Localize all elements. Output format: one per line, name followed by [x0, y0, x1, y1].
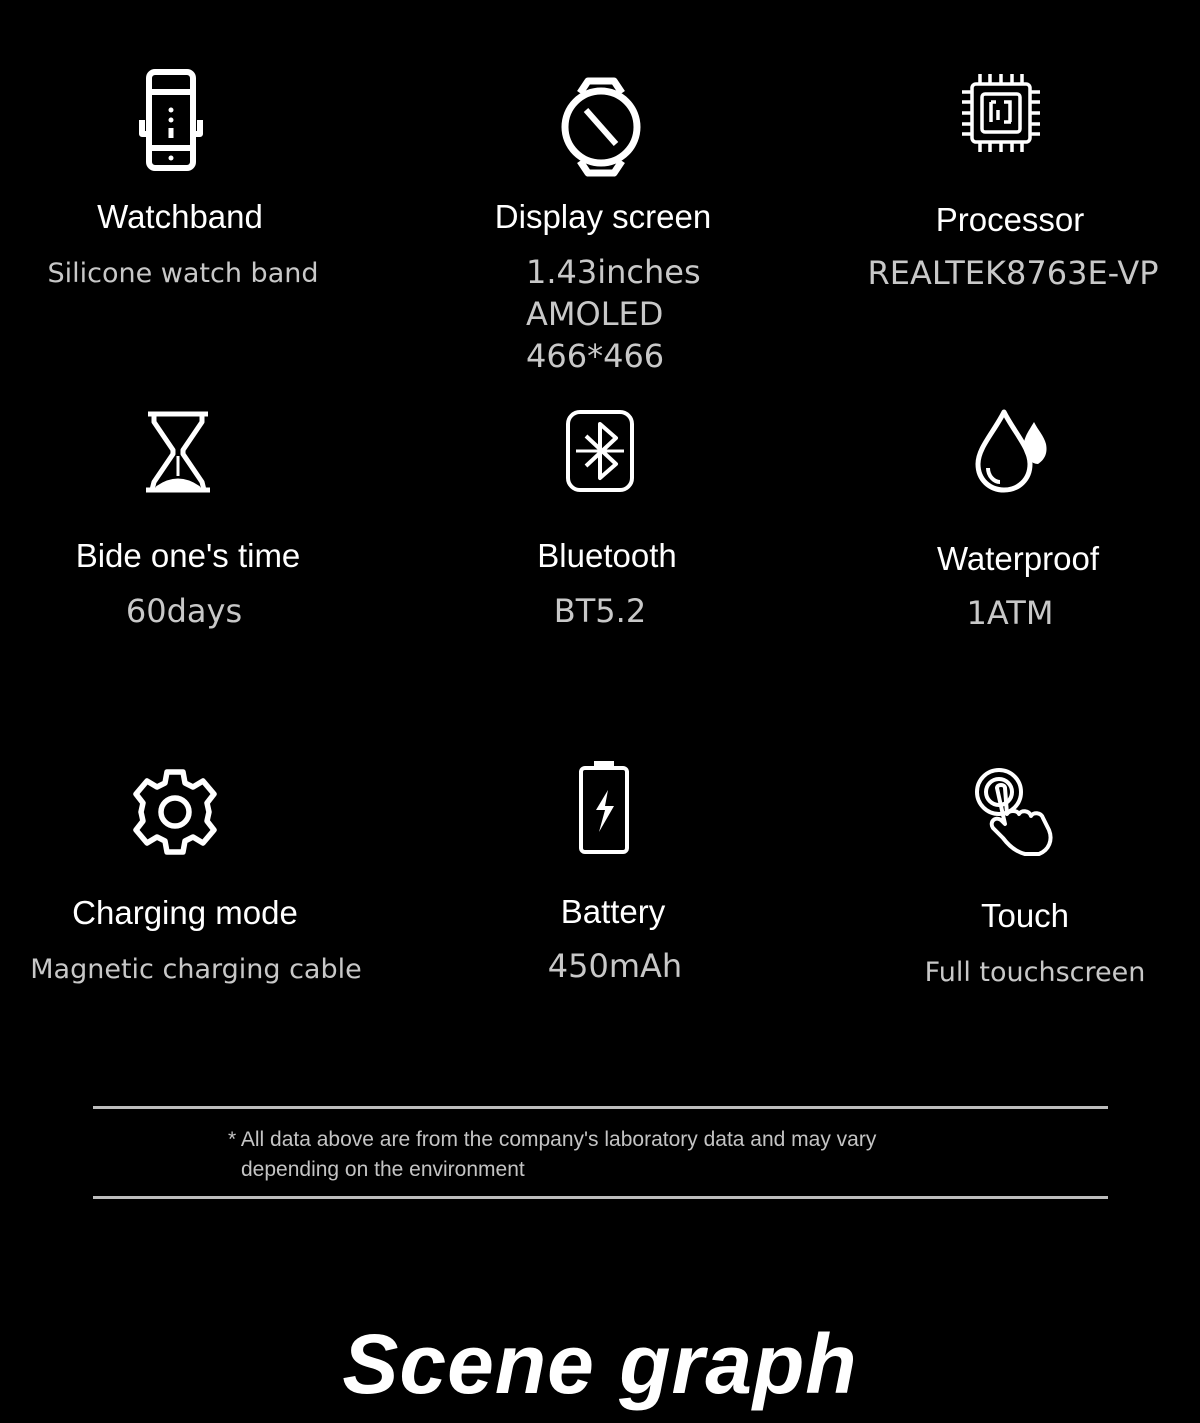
spec-title-bluetooth: Bluetooth	[537, 537, 677, 574]
spec-value-watchband: Silicone watch band	[47, 258, 319, 289]
spec-value-standby: 60days	[125, 592, 243, 630]
spec-value-touch: Full touchscreen	[924, 957, 1146, 988]
bluetooth-icon	[564, 408, 636, 494]
spec-processor	[810, 60, 1200, 360]
spec-value-display-screen	[526, 251, 826, 377]
spec-touch	[825, 760, 1200, 1020]
spec-watchband	[0, 60, 380, 360]
spec-battery	[405, 750, 805, 1010]
spec-title-touch: Touch	[980, 897, 1070, 934]
disclaimer-line-1: * All data above are from the company's laboratory data and may vary	[228, 1128, 877, 1151]
hourglass-icon	[142, 410, 214, 494]
gear-icon	[129, 766, 221, 858]
spec-title-display-screen: Display screen	[494, 198, 712, 235]
display-type: AMOLED	[526, 295, 664, 333]
spec-title-charging-mode: Charging mode	[72, 894, 298, 931]
spec-title-standby: Bide one's time	[75, 537, 301, 574]
scene-graph-heading: Scene graph	[342, 1317, 858, 1411]
spec-value-processor: REALTEK8763E-VP	[867, 254, 1159, 292]
watch-face-icon	[558, 77, 644, 177]
water-drop-icon	[972, 406, 1052, 494]
spec-title-waterproof: Waterproof	[936, 540, 1099, 577]
disclaimer	[228, 1125, 876, 1185]
spec-display-screen	[400, 60, 800, 380]
watchband-icon	[138, 68, 204, 172]
spec-charging-mode	[0, 760, 377, 1020]
chip-icon	[958, 70, 1044, 156]
display-size: 1.43inches	[526, 253, 701, 291]
spec-value-battery: 450mAh	[547, 947, 683, 985]
divider-bottom	[93, 1196, 1108, 1199]
spec-value-charging-mode: Magnetic charging cable	[30, 954, 362, 985]
spec-bluetooth	[400, 400, 800, 660]
display-resolution: 466*466	[526, 337, 665, 375]
battery-icon	[576, 758, 632, 856]
spec-title-watchband: Watchband	[97, 198, 263, 235]
spec-waterproof	[818, 400, 1200, 660]
spec-value-waterproof: 1ATM	[966, 594, 1054, 632]
spec-title-battery: Battery	[560, 893, 666, 930]
divider-top	[93, 1106, 1108, 1109]
spec-standby	[0, 400, 380, 660]
spec-value-bluetooth: BT5.2	[553, 592, 647, 630]
touch-hand-icon	[969, 766, 1073, 858]
disclaimer-line-2: depending on the environment	[241, 1158, 525, 1181]
spec-title-processor: Processor	[935, 201, 1085, 238]
